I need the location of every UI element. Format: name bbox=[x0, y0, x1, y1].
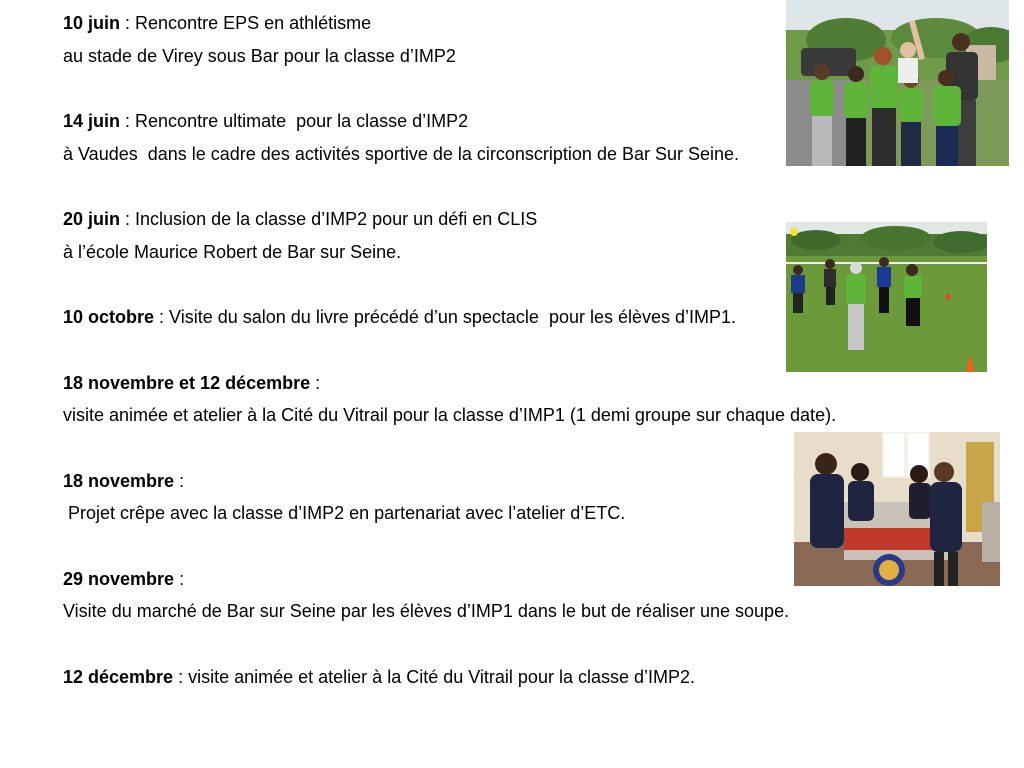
event-entry-10-juin bbox=[63, 7, 883, 72]
event-detail: Projet crêpe avec la classe d’IMP2 en partenariat avec l’atelier d’ETC. bbox=[63, 503, 626, 524]
event-separator: : bbox=[120, 111, 136, 132]
spacer bbox=[63, 530, 883, 563]
event-date: 18 novembre bbox=[63, 470, 175, 491]
event-date: 10 juin bbox=[63, 13, 121, 33]
event-date: 14 juin bbox=[63, 111, 121, 132]
event-line bbox=[63, 563, 883, 596]
event-list bbox=[63, 7, 883, 693]
event-description: : bbox=[315, 372, 321, 393]
event-entry-20-juin bbox=[63, 203, 883, 268]
event-line bbox=[63, 7, 883, 40]
event-description: Rencontre EPS en athlétisme bbox=[135, 13, 372, 33]
event-line bbox=[63, 203, 883, 236]
event-description: Visite du salon du livre précédé d’un spectacle pour les élèves d’IMP1. bbox=[169, 307, 737, 328]
photo-athletics-group bbox=[786, 0, 1009, 166]
event-entry-12-decembre bbox=[63, 661, 883, 694]
event-separator: : bbox=[120, 209, 136, 230]
event-date: 12 décembre bbox=[63, 666, 174, 687]
event-line bbox=[63, 661, 883, 694]
event-line bbox=[63, 465, 883, 498]
spacer bbox=[63, 269, 883, 302]
event-date: 18 novembre et 12 décembre bbox=[63, 372, 311, 393]
event-detail: Visite du marché de Bar sur Seine par les élèves d’IMP1 dans le but de réaliser une soupe. bbox=[63, 601, 790, 622]
spacer bbox=[63, 72, 883, 105]
event-entry-14-juin bbox=[63, 105, 883, 170]
photo-ultimate-field bbox=[786, 222, 987, 372]
event-description: Rencontre ultimate pour la classe d’IMP2 bbox=[135, 111, 469, 132]
spacer bbox=[63, 334, 883, 367]
event-detail: au stade de Virey sous Bar pour la classe d’IMP2 bbox=[63, 45, 456, 66]
photo-crepe-workshop bbox=[794, 432, 1000, 586]
spacer bbox=[63, 170, 883, 203]
event-entry-29-novembre bbox=[63, 563, 883, 628]
event-description: : bbox=[179, 470, 185, 491]
event-line bbox=[63, 367, 883, 400]
event-entry-18-novembre bbox=[63, 465, 883, 530]
event-separator: : bbox=[120, 13, 136, 33]
event-separator: : bbox=[173, 666, 189, 687]
event-entry-10-octobre bbox=[63, 301, 883, 334]
event-description: : bbox=[179, 568, 185, 589]
event-date: 29 novembre bbox=[63, 568, 175, 589]
event-date: 10 octobre bbox=[63, 307, 155, 328]
event-line bbox=[63, 105, 883, 138]
event-separator: : bbox=[154, 307, 170, 328]
event-detail: à Vaudes dans le cadre des activités sportive de la circonscription de Bar Sur Seine. bbox=[63, 143, 740, 164]
event-description: visite animée et atelier à la Cité du Vitrail pour la classe d’IMP2. bbox=[188, 666, 696, 687]
event-line bbox=[63, 301, 883, 334]
event-date: 20 juin bbox=[63, 209, 121, 230]
event-description: Inclusion de la classe d’IMP2 pour un défi en CLIS bbox=[135, 209, 538, 230]
event-detail: visite animée et atelier à la Cité du Vitrail pour la classe d’IMP1 (1 demi groupe sur chaque date). bbox=[63, 405, 837, 426]
spacer bbox=[63, 628, 883, 661]
spacer bbox=[63, 432, 883, 465]
event-detail: à l’école Maurice Robert de Bar sur Seine. bbox=[63, 241, 402, 262]
event-entry-18-novembre-12-decembre bbox=[63, 367, 883, 432]
